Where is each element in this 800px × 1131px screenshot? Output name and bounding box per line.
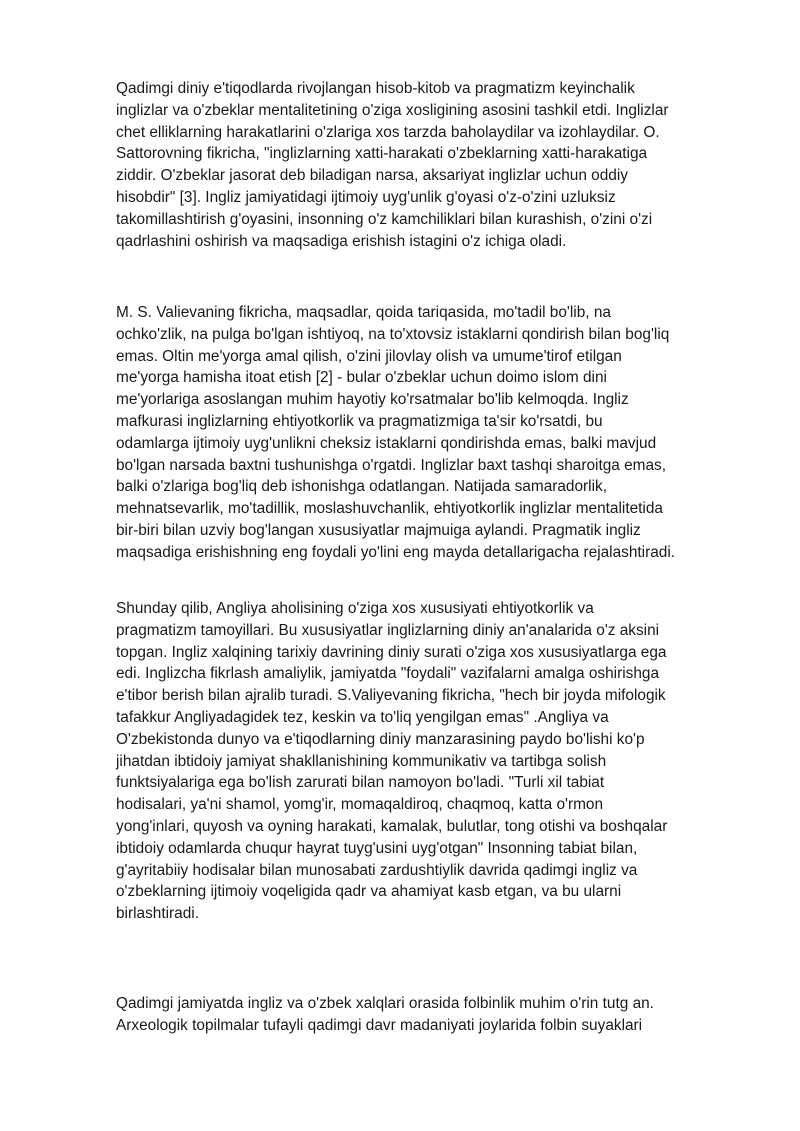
paragraph-2: M. S. Valievaning fikricha, maqsadlar, qoida tariqasida, mo'tadil bo'lib, na ochko'zlik, na pulga bo'lgan ishtiyoq, na to'xtovsiz istaklarni qondirish bilan bog'liq emas. Oltin me'yorga amal qilish, o'zini jilovlay olish va umume'tirof etilgan me'yorga hamisha itoat etish [2] - bular o'zbeklar uchun doimo islom dini me'yorlariga asoslangan muhim hayotiy ko'rsatmalar bo'lib kelmoqda. Ingliz mafkurasi inglizlarning ehtiyotkorlik va pragmatizmiga ta'sir ko'rsatdi, bu odamlarga ijtimoiy uyg'unlikni cheksiz istaklarni qondirishda emas, balki mavjud bo'lgan narsada baxtni tushunishga o'rgatdi. Inglizlar baxt tashqi sharoitga emas, balki o'zlariga bog'liq deb ishonishga odatlangan. Natijada samaradorlik, mehnatsevarlik, mo'tadillik, moslashuvchanlik, ehtiyotkorlik inglizlar mentalitetida bir-biri bilan uzviy bog'langan xususiyatlar majmuiga aylandi. Pragmatik ingliz maqsadiga erishishning eng foydali yo'lini eng mayda detallarigacha rejalashtiradi. (116, 304, 676, 561)
paragraph-3: Shunday qilib, Angliya aholisining o'ziga xos xususiyati ehtiyotkorlik va pragmatizm tamoyillari. Bu xususiyatlar inglizlarning diniy an'analarida o'z aksini topgan. Ingliz xalqining tarixiy davrining diniy surati o'ziga xos xususiyatlarga ega edi. Inglizcha fikrlash amaliylik, jamiyatda "foydali" vazifalarni amalga oshirishga e'tibor berish bilan ajralib turadi. S.Valiyevaning fikricha, "hech bir joyda mifologik tafakkur Angliyadagidek tez, keskin va to'liq yengilgan emas" .Angliya va O'zbekistonda dunyo va e'tiqodlarning diniy manzarasining paydo bo'lishi ko'p jihatdan ibtidoiy jamiyat shakllanishining kommunikativ va tartibga solish funktsiyalariga ega bo'lish zarurati bilan namoyon bo'ladi. "Turli xil tabiat hodisalari, ya'ni shamol, yomg'ir, momaqaldiroq, chaqmoq, katta o'rmon yong'inlari, quyosh va oyning harakati, kamalak, bulutlar, tong otishi va boshqalar ibtidoiy odamlarda chuqur hayrat tuyg'usini uyg'otgan" Insonning tabiat bilan, g'ayritabiiy hodisalar bilan munosabati zardushtiylik davrida qadimgi ingliz va o'zbeklarning ijtimoiy voqeligida qadr va ahamiyat kasb etgan, va bu ularni birlashtiradi. (116, 600, 668, 923)
paragraph-4: Qadimgi jamiyatda ingliz va o'zbek xalqlari orasida folbinlik muhim o'rin tutg an. Arxeologik topilmalar tufayli qadimgi davr madaniyati joylarida folbin suyaklari (116, 995, 654, 1034)
paragraph-1: Qadimgi diniy e'tiqodlarda rivojlangan hisob-kitob va pragmatizm keyinchalik inglizlar va o'zbeklar mentalitetining o'ziga xosligining asosini tashkil etdi. Inglizlar chet elliklarning harakatlarini o'zlariga xos tarzda baholaydilar va izohlaydilar. O. Sattorovning fikricha, "inglizlarning xatti-harakati o'zbeklarning xatti-harakatiga ziddir. O'zbeklar jasorat deb biladigan narsa, aksariyat inglizlar uchun oddiy hisobdir" [3]. Ingliz jamiyatidagi ijtimoiy uyg'unlik g'oyasi o'z-o'zini uzluksiz takomillashtirish g'oyasini, insonning o'z kamchiliklari bilan kurashish, o'zini o'zi qadrlashini oshirish va maqsadiga erishish istagini o'z ichiga oladi. (116, 80, 669, 250)
